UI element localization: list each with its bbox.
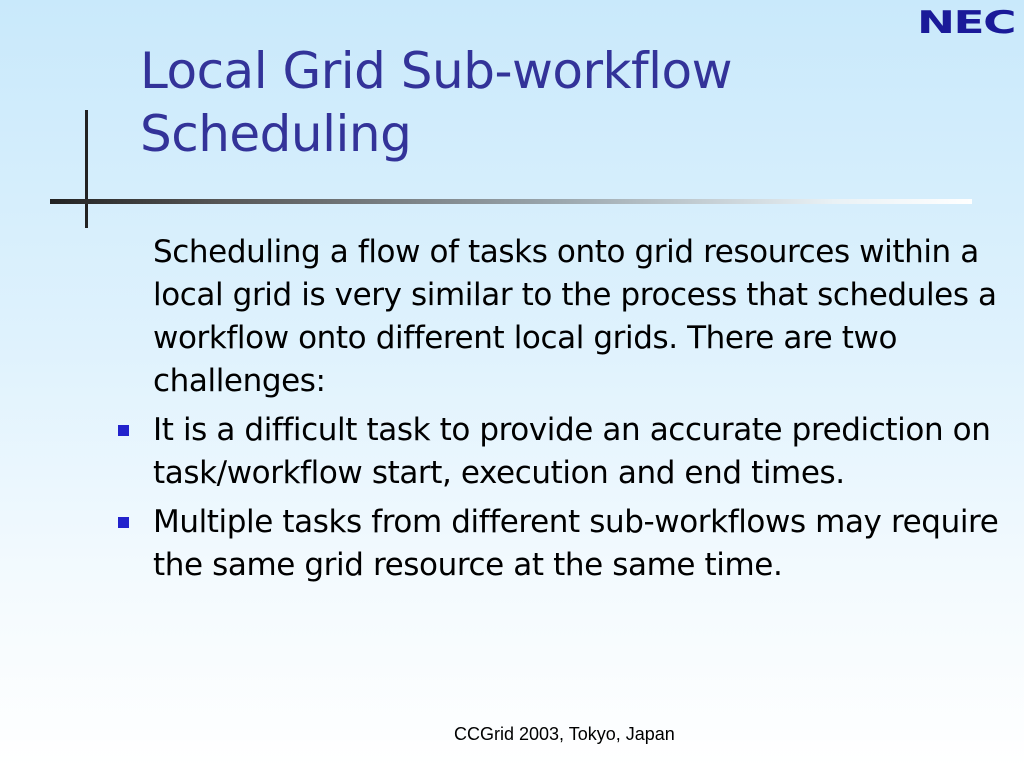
bullet-item [153, 409, 1003, 495]
slide-body [153, 231, 1003, 593]
decorative-horizontal-line [50, 199, 972, 204]
decorative-vertical-line [85, 110, 88, 228]
nec-logo [916, 6, 1016, 38]
nec-logo-text: NEC [917, 6, 1015, 38]
bullet-text: Multiple tasks from different sub-workflows may require the same grid resource at the same time. [153, 504, 999, 583]
nec-logo-graphic [916, 6, 1016, 38]
bullet-list [153, 409, 1003, 587]
bullet-text: It is a difficult task to provide an accurate prediction on task/workflow start, execution and end times. [153, 412, 991, 491]
intro-paragraph: Scheduling a flow of tasks onto grid resources within a local grid is very similar to the process that schedules a workflow onto different local grids. There are two challenges: [153, 234, 997, 399]
slide-title: Local Grid Sub-workflow Scheduling [140, 42, 732, 163]
square-bullet-icon [118, 517, 129, 528]
bullet-item [153, 501, 1003, 587]
square-bullet-icon [118, 425, 129, 436]
slide-footer: CCGrid 2003, Tokyo, Japan [454, 724, 675, 744]
